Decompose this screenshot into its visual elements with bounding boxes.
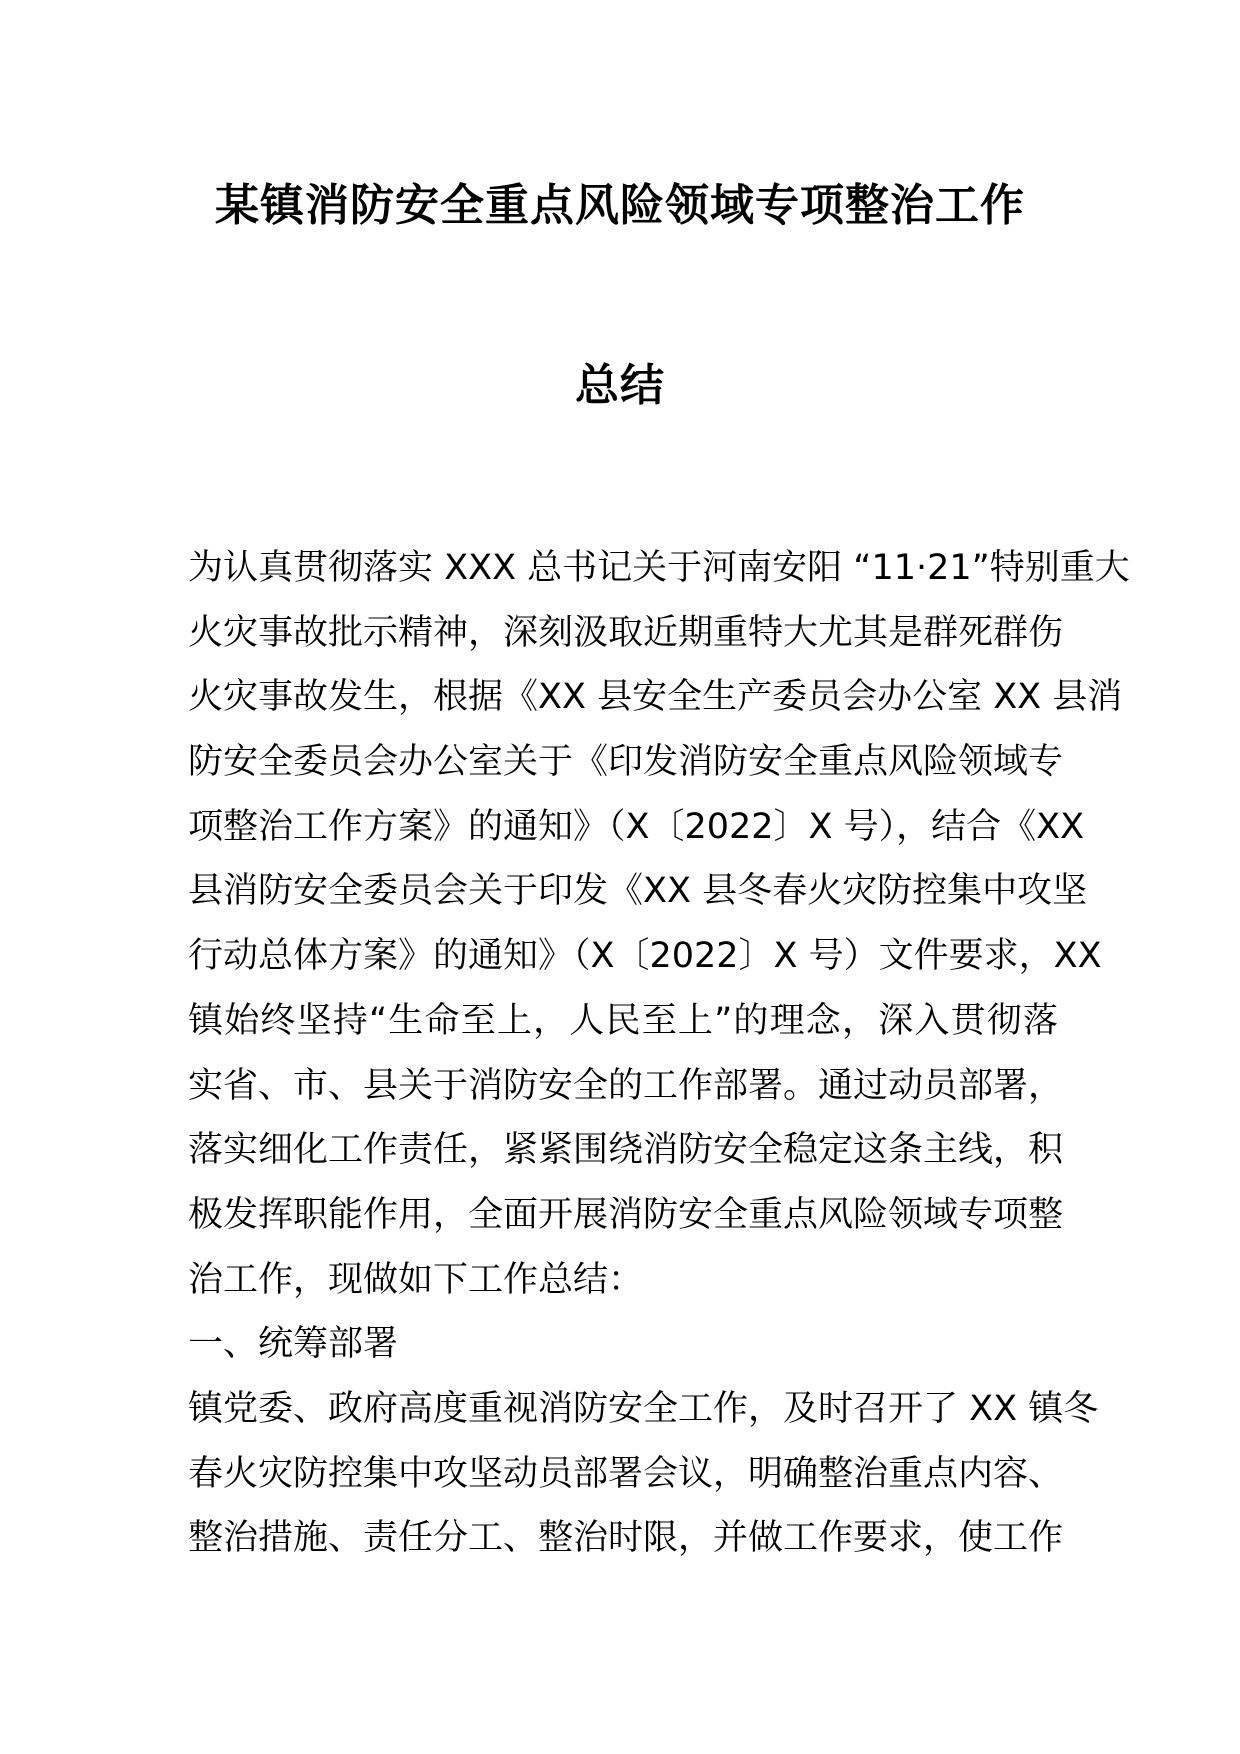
document-title-line-2: 总结 <box>575 360 665 411</box>
body-line: 火灾事故发生，根据《XX 县安全生产委员会办公室 XX 县消 <box>188 677 1123 718</box>
body-line: 镇始终坚持“生命至上，人民至上”的理念，深入贯彻落 <box>188 1000 1058 1041</box>
body-line: 防安全委员会办公室关于《印发消防安全重点风险领域专 <box>188 742 1064 783</box>
body-line: 县消防安全委员会关于印发《XX 县冬春火灾防控集中攻坚 <box>188 871 1088 912</box>
body-line: 行动总体方案》的通知》（X〔2022〕X 号）文件要求，XX <box>188 936 1102 977</box>
body-line-paragraph-end: 治工作，现做如下工作总结： <box>188 1259 644 1300</box>
body-line: 实省、市、县关于消防安全的工作部署。通过动员部署， <box>188 1065 1064 1106</box>
body-line: 整治措施、责任分工、整治时限，并做工作要求，使工作 <box>188 1518 1064 1559</box>
body-line: 火灾事故批示精神，深刻汲取近期重特大尤其是群死群伤 <box>188 612 1064 653</box>
body-line: 落实细化工作责任，紧紧围绕消防安全稳定这条主线，积 <box>188 1130 1064 1171</box>
body-line: 镇党委、政府高度重视消防安全工作，及时召开了 XX 镇冬 <box>188 1388 1099 1429</box>
document-title-line-1: 某镇消防安全重点风险领域专项整治工作 <box>215 180 1025 231</box>
body-line: 为认真贯彻落实 XXX 总书记关于河南安阳 “11·21”特别重大 <box>188 548 1130 588</box>
document-body <box>188 536 1130 1571</box>
body-line: 项整治工作方案》的通知》（X〔2022〕X 号），结合《XX <box>188 806 1085 847</box>
body-line: 极发挥职能作用，全面开展消防安全重点风险领域专项整 <box>188 1194 1064 1235</box>
body-line: 春火灾防控集中攻坚动员部署会议，明确整治重点内容、 <box>188 1453 1064 1494</box>
section-heading: 一、统筹部署 <box>188 1324 399 1365</box>
